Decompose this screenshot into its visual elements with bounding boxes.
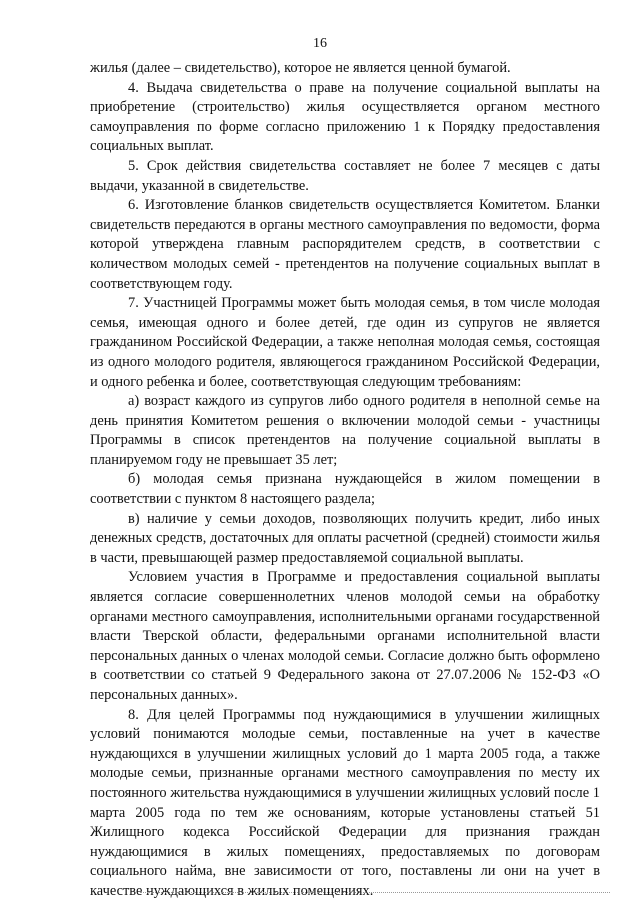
document-body — [90, 59, 600, 902]
paragraph-consent: Условием участия в Программе и предоставления социальной выплаты является согласие совершеннолетних членов молодой семьи на обработку органами местного самоуправления, исполнительными органами государственной власти Тверской области, федеральными органами исполнительной власти персональных данных о членах молодой семьи. Согласие должно быть оформлено в соответствии со статьей 9 Федерального закона от 27.07.2006 № 152-ФЗ «О персональных данных». — [90, 569, 600, 703]
subparagraph-a: а) возраст каждого из супругов либо одного родителя в неполной семье на день принятия Комитетом решения о включении молодой семьи - участницы Программы в список претендентов на получение социальной выплаты в планируемом году не превышает 35 лет; — [90, 393, 600, 468]
paragraph-item-5: 5. Срок действия свидетельства составляет не более 7 месяцев с даты выдачи, указанной в свидетельстве. — [90, 157, 600, 194]
subparagraph-b: б) молодая семья признана нуждающейся в жилом помещении в соответствии с пунктом 8 настоящего раздела; — [90, 471, 600, 508]
paragraph-item-7: 7. Участницей Программы может быть молодая семья, в том числе молодая семья, имеющая одного и более детей, где один из супругов не является гражданином Российской Федерации, а также неполная молодая семья, состоящая из одного молодого родителя, являющегося гражданином Российской Федерации, и одного ребенка и более, соответствующая следующим требованиям: — [90, 295, 600, 390]
paragraph-item-8: 8. Для целей Программы под нуждающимися в улучшении жилищных условий понимаются молодые семьи, поставленные на учет в качестве нуждающихся в улучшении жилищных условий до 1 марта 2005 года, а также молодые семьи, признанные органами местного самоуправления по месту их постоянного жительства нуждающимися в улучшении жилищных условий после 1 марта 2005 года по тем же основаниям, которые установлены статьей 51 Жилищного кодекса Российской Федерации для признания граждан нуждающимися в жилых помещениях, предоставляемых по договорам социального найма, вне зависимости от того, поставлены ли они на учет в качестве нуждающихся в жилых помещениях. — [90, 706, 600, 899]
paragraph-continuation: жилья (далее – свидетельство), которое не является ценной бумагой. — [90, 60, 511, 76]
subparagraph-v: в) наличие у семьи доходов, позволяющих получить кредит, либо иных денежных средств, достаточных для оплаты расчетной (средней) стоимости жилья в части, превышающей размер предоставляемой социальной выплаты. — [90, 510, 600, 566]
paragraph-item-6: 6. Изготовление бланков свидетельств осуществляется Комитетом. Бланки свидетельств передаются в органы местного самоуправления по ведомости, форма которой утверждена главным распорядителем средств, в соответствии с количеством молодых семей - претендентов на получение социальных выплат в соответствующем году. — [90, 197, 600, 292]
scan-bottom-line — [140, 892, 610, 893]
page-number: 16 — [313, 36, 327, 51]
paragraph-item-4: 4. Выдача свидетельства о праве на получение социальной выплаты на приобретение (строительство) жилья осуществляется органом местного самоуправления по форме согласно приложению 1 к Порядку предоставления социальных выплат. — [90, 79, 600, 155]
